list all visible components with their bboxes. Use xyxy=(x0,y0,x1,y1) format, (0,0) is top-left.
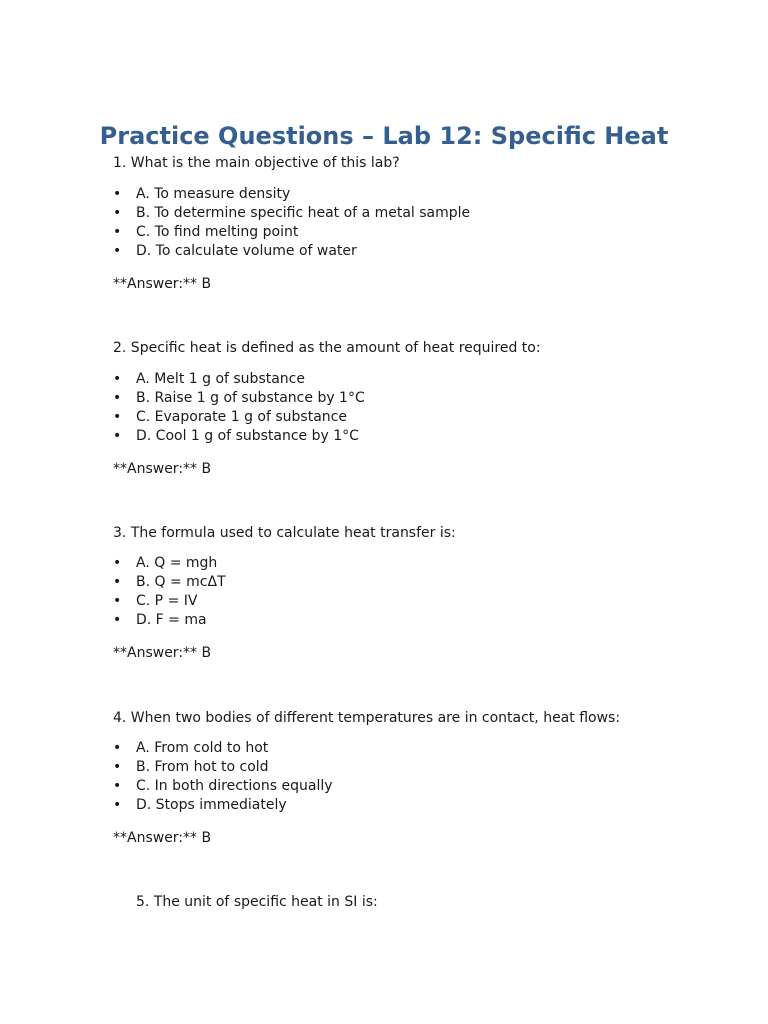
bullet-icon: • xyxy=(113,390,122,406)
bullet-icon: • xyxy=(113,428,122,444)
question-1-prompt: 1. What is the main objective of this lab? xyxy=(113,155,400,171)
bullet-icon: • xyxy=(113,759,122,775)
bullet-icon: • xyxy=(113,555,122,571)
bullet-icon: • xyxy=(113,205,122,221)
option-text: A. From cold to hot xyxy=(136,740,269,756)
list-item xyxy=(113,185,470,204)
option-text: A. To measure density xyxy=(136,186,291,202)
list-item xyxy=(113,611,226,630)
bullet-icon: • xyxy=(113,371,122,387)
option-text: B. From hot to cold xyxy=(136,759,269,775)
list-item xyxy=(113,739,333,758)
document-title: Practice Questions – Lab 12: Specific Heat xyxy=(99,122,669,150)
question-2-prompt: 2. Specific heat is defined as the amount of heat required to: xyxy=(113,340,541,356)
list-item xyxy=(113,758,333,777)
bullet-icon: • xyxy=(113,409,122,425)
list-item xyxy=(113,389,365,408)
list-item xyxy=(113,242,470,261)
question-1-answer: **Answer:** B xyxy=(113,276,212,292)
question-4-prompt: 4. When two bodies of different temperatures are in contact, heat flows: xyxy=(113,710,621,726)
bullet-icon: • xyxy=(113,593,122,609)
option-text: C. To find melting point xyxy=(136,224,299,240)
option-text: D. Cool 1 g of substance by 1°C xyxy=(136,428,359,444)
question-5-prompt: 5. The unit of specific heat in SI is: xyxy=(136,894,378,910)
option-text: D. Stops immediately xyxy=(136,797,287,813)
question-4-answer: **Answer:** B xyxy=(113,830,212,846)
option-text: C. P = IV xyxy=(136,593,198,609)
option-text: C. Evaporate 1 g of substance xyxy=(136,409,347,425)
list-item xyxy=(113,408,365,427)
bullet-icon: • xyxy=(113,612,122,628)
question-1-options xyxy=(113,185,470,261)
list-item xyxy=(113,427,365,446)
option-text: D. To calculate volume of water xyxy=(136,243,357,259)
list-item xyxy=(113,370,365,389)
list-item xyxy=(113,554,226,573)
question-2-options xyxy=(113,370,365,446)
option-text: A. Melt 1 g of substance xyxy=(136,371,305,387)
bullet-icon: • xyxy=(113,740,122,756)
question-3-answer: **Answer:** B xyxy=(113,645,212,661)
option-text: A. Q = mgh xyxy=(136,555,218,571)
option-text: B. Raise 1 g of substance by 1°C xyxy=(136,390,365,406)
bullet-icon: • xyxy=(113,797,122,813)
option-text: B. To determine specific heat of a metal sample xyxy=(136,205,471,221)
option-text: D. F = ma xyxy=(136,612,207,628)
list-item xyxy=(113,777,333,796)
bullet-icon: • xyxy=(113,224,122,240)
option-text: B. Q = mcΔT xyxy=(136,574,226,590)
list-item xyxy=(113,592,226,611)
bullet-icon: • xyxy=(113,778,122,794)
question-3-options xyxy=(113,554,226,630)
option-text: C. In both directions equally xyxy=(136,778,333,794)
list-item xyxy=(113,223,470,242)
bullet-icon: • xyxy=(113,186,122,202)
bullet-icon: • xyxy=(113,243,122,259)
bullet-icon: • xyxy=(113,574,122,590)
question-4-options xyxy=(113,739,333,815)
question-3-prompt: 3. The formula used to calculate heat transfer is: xyxy=(113,525,456,541)
list-item xyxy=(113,204,470,223)
list-item xyxy=(113,796,333,815)
question-2-answer: **Answer:** B xyxy=(113,461,212,477)
list-item xyxy=(113,573,226,592)
